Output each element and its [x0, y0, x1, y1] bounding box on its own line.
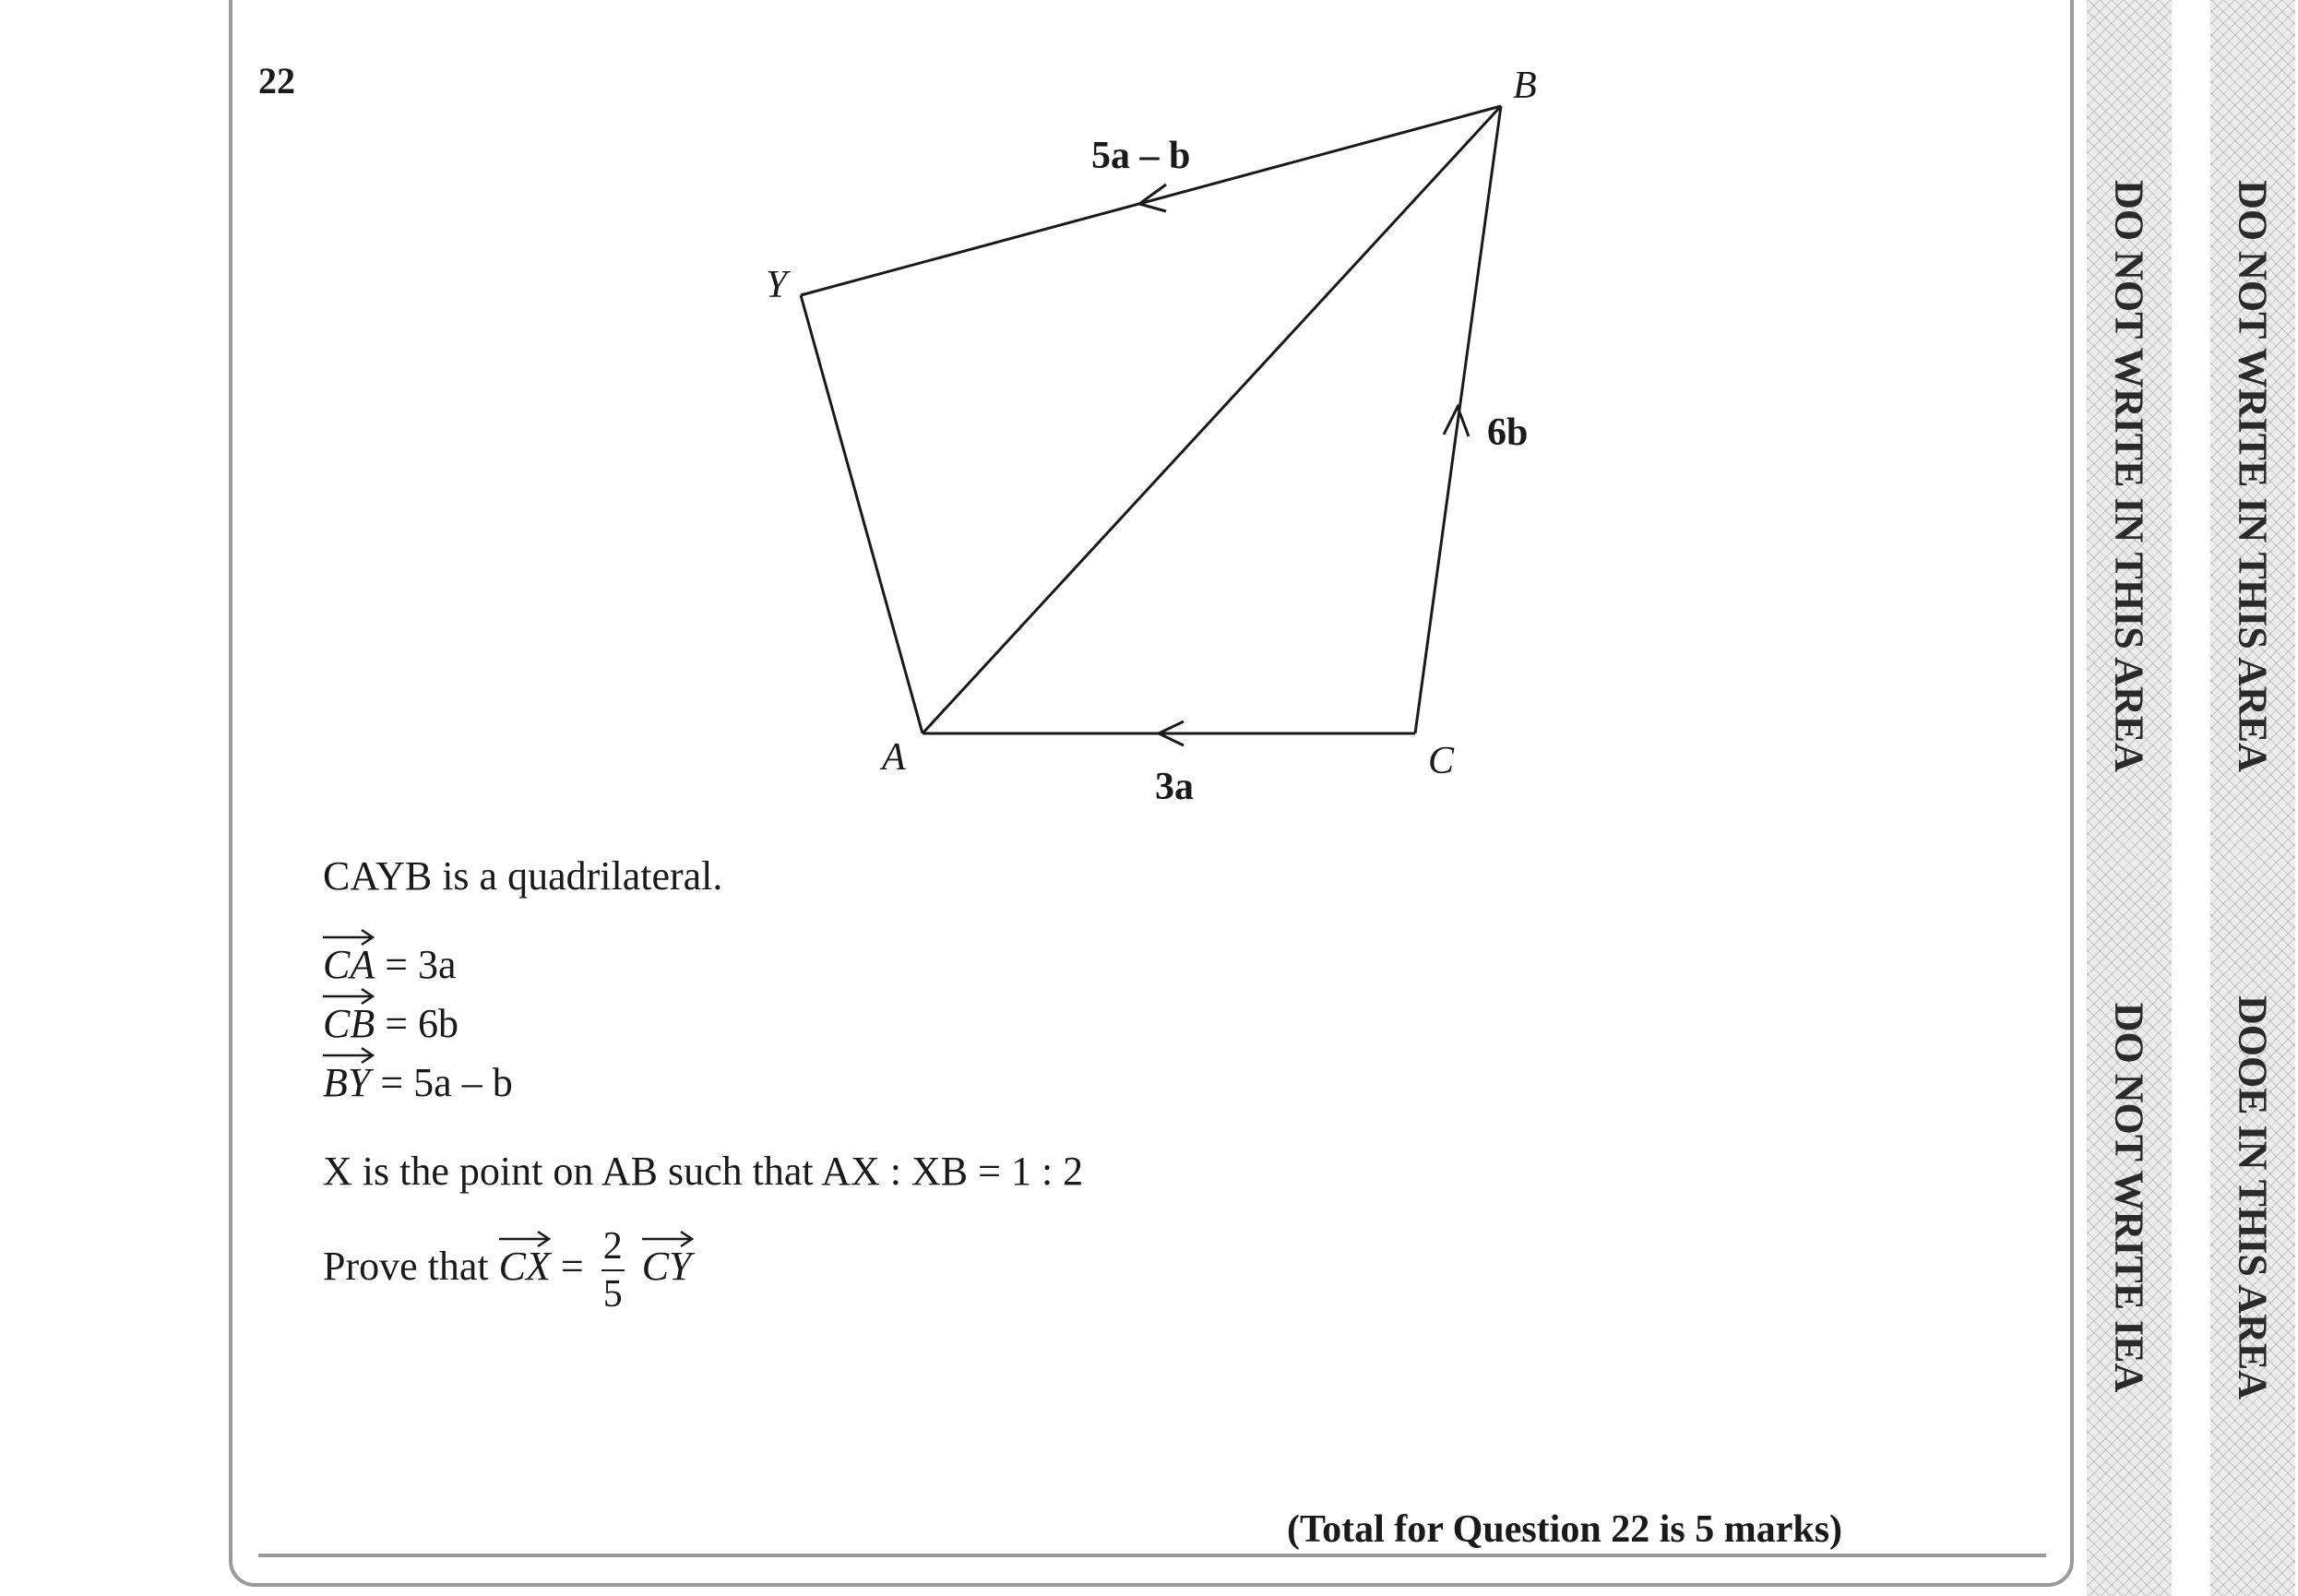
do-not-write-label: DO NOT WRITE IEA: [2106, 1002, 2152, 1393]
side-ya: [801, 295, 923, 733]
vector-ca-name: CA: [323, 941, 375, 988]
question-number: 22: [258, 60, 295, 101]
vector-arrow-icon: [323, 987, 378, 1002]
vector-arrow-icon: [323, 1046, 378, 1061]
do-not-write-label: DO NOT WRITE IN THIS AREA: [2106, 180, 2152, 772]
margin-strip-inner: [2087, 0, 2172, 1596]
total-marks: (Total for Question 22 is 5 marks): [1287, 1508, 1843, 1551]
margin-strip-outer: [2210, 0, 2295, 1596]
vector-cb-line: [323, 1000, 458, 1047]
do-not-write-label: DO NOT WRITE IN THIS AREA: [2230, 180, 2276, 772]
edge-label-cb: 6b: [1487, 411, 1529, 454]
vector-ca-line: [323, 941, 457, 988]
intro-text: CAYB is a quadrilateral.: [323, 853, 723, 899]
vector-by-value: = 5a – b: [380, 1060, 513, 1105]
prove-line: [323, 1227, 692, 1314]
prove-equals: =: [560, 1244, 584, 1290]
prove-prefix: Prove that: [323, 1244, 489, 1290]
point-label-c: C: [1428, 740, 1455, 782]
vector-cb-name: CB: [323, 1000, 375, 1047]
prove-rhs: CY: [642, 1243, 692, 1290]
point-label-a: A: [882, 736, 906, 779]
edge-label-by: 5a – b: [1091, 135, 1191, 177]
point-label-y: Y: [766, 264, 788, 306]
fraction-numerator: 2: [602, 1225, 623, 1268]
fraction-denominator: 5: [602, 1273, 623, 1316]
diagonal-ab: [923, 106, 1501, 733]
vector-arrow-icon: [499, 1230, 554, 1245]
point-label-b: B: [1513, 65, 1537, 107]
vector-ca-value: = 3a: [385, 942, 457, 987]
prove-lhs: CX: [499, 1243, 551, 1290]
point-x-text: X is the point on AB such that AX : XB = 1 : 2: [323, 1149, 1084, 1194]
vector-cb-value: = 6b: [385, 1001, 459, 1046]
edge-label-ca: 3a: [1155, 766, 1194, 808]
do-not-write-label: DOOE IN THIS AREA: [2230, 995, 2276, 1400]
vector-by-name: BY: [323, 1059, 370, 1106]
vector-arrow-icon: [323, 928, 378, 943]
vector-by-line: [323, 1059, 513, 1106]
fraction-two-fifths: [601, 1227, 625, 1314]
bottom-rule: [258, 1554, 2046, 1557]
fraction-bar: [601, 1269, 625, 1271]
vector-arrow-icon: [642, 1230, 697, 1245]
